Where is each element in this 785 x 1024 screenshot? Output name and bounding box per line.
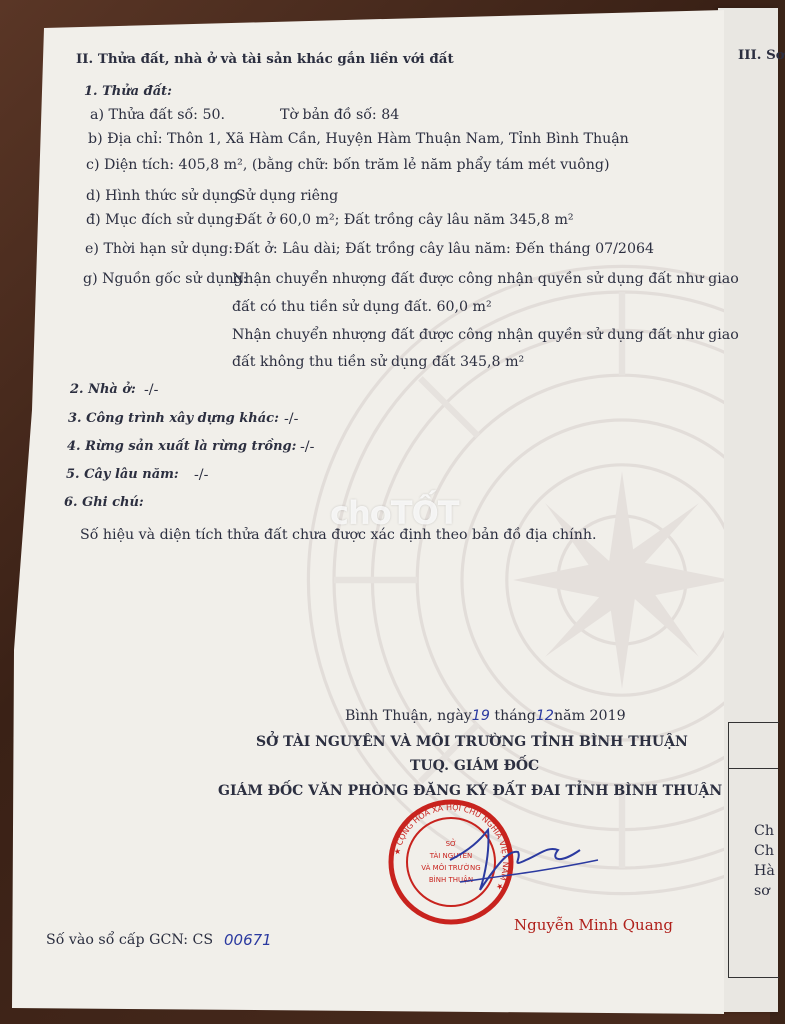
svg-text:SỞ: SỞ [445, 840, 457, 848]
chotot-watermark: choTỐT [330, 494, 459, 532]
right-letter-3: Hà [754, 863, 775, 879]
certificate-number-value: 00671 [224, 931, 272, 949]
tuq-title: TUQ. GIÁM ĐỐC [410, 758, 540, 774]
note-label: 6. Ghi chú: [64, 495, 144, 510]
signer-name: Nguyễn Minh Quang [514, 916, 673, 934]
svg-text:VÀ MÔI TRƯỜNG: VÀ MÔI TRƯỜNG [421, 864, 481, 872]
house-value: -/- [144, 382, 159, 398]
usage-origin-line-4: đất không thu tiền sử dụng đất 345,8 m² [232, 354, 525, 370]
area: c) Diện tích: 405,8 m², (bằng chữ: bốn trăm lẻ năm phẩy tám mét vuông) [86, 157, 610, 173]
director-title: GIÁM ĐỐC VĂN PHÒNG ĐĂNG KÝ ĐẤT ĐAI TỈNH BÌNH THUẬN [218, 783, 723, 799]
certificate-number-label: Số vào sổ cấp GCN: CS [46, 932, 214, 948]
land-plot-heading: 1. Thửa đất: [84, 84, 172, 99]
svg-text:TÀI NGUYÊN: TÀI NGUYÊN [429, 852, 473, 860]
usage-form-value: Sử dụng riêng [236, 188, 339, 204]
department-name: SỞ TÀI NGUYÊN VÀ MÔI TRƯỜNG TỈNH BÌNH THUẬN [256, 734, 688, 750]
house-label: 2. Nhà ở: [70, 382, 136, 397]
date-day: 19 [471, 708, 490, 724]
handwritten-signature [430, 820, 600, 900]
usage-form-label: d) Hình thức sử dụng: [86, 188, 244, 204]
section-title: II. Thửa đất, nhà ở và tài sản khác gắn liền với đất [76, 51, 454, 67]
usage-origin-line-1: Nhận chuyển nhượng đất được công nhận quyền sử dụng đất như giao [232, 271, 739, 287]
map-sheet-number: Tờ bản đồ số: 84 [280, 107, 400, 123]
date-prefix: Bình Thuận, ngày [345, 708, 472, 724]
right-page-table-divider [728, 768, 778, 769]
forest-value: -/- [300, 439, 315, 455]
perennial-value: -/- [194, 467, 209, 483]
usage-purpose-label: đ) Mục đích sử dụng: [86, 212, 239, 228]
address: b) Địa chỉ: Thôn 1, Xã Hàm Cần, Huyện Hàm Thuận Nam, Tỉnh Bình Thuận [88, 131, 629, 147]
right-letter-2: Ch [754, 843, 774, 859]
usage-term-value: Đất ở: Lâu dài; Đất trồng cây lâu năm: Đến tháng 07/2064 [234, 241, 655, 257]
month-prefix: tháng [494, 708, 536, 724]
usage-purpose-value: Đất ở 60,0 m²; Đất trồng cây lâu năm 345,8 m² [236, 212, 574, 228]
year-prefix: năm 2019 [553, 708, 626, 724]
forest-label: 4. Rừng sản xuất là rừng trồng: [67, 439, 297, 454]
svg-text:BÌNH THUẬN: BÌNH THUẬN [428, 876, 474, 884]
usage-origin-label: g) Nguồn gốc sử dụng: [83, 271, 248, 287]
other-construction-value: -/- [284, 411, 299, 427]
svg-text:★ CỘNG HÒA XÃ HỘI CHỦ NGHĨA VI: ★ CỘNG HÒA XÃ HỘI CHỦ NGHĨA VIỆT NAM ★ [392, 802, 511, 892]
usage-origin-line-3: Nhận chuyển nhượng đất được công nhận quyền sử dụng đất như giao [232, 327, 739, 343]
right-section-title: III. Sơ [738, 47, 785, 63]
other-construction-label: 3. Công trình xây dựng khác: [68, 411, 279, 426]
note-text: Số hiệu và diện tích thửa đất chưa được xác định theo bản đồ địa chính. [80, 527, 597, 543]
plot-number: a) Thửa đất số: 50. [90, 107, 226, 123]
usage-origin-line-2: đất có thu tiền sử dụng đất. 60,0 m² [232, 299, 492, 315]
right-letter-4: sơ [754, 883, 770, 899]
usage-term-label: e) Thời hạn sử dụng: [85, 241, 234, 257]
signature-date [345, 709, 626, 725]
date-month: 12 [535, 708, 554, 724]
right-letter-1: Ch [754, 823, 774, 839]
perennial-label: 5. Cây lâu năm: [66, 467, 179, 482]
